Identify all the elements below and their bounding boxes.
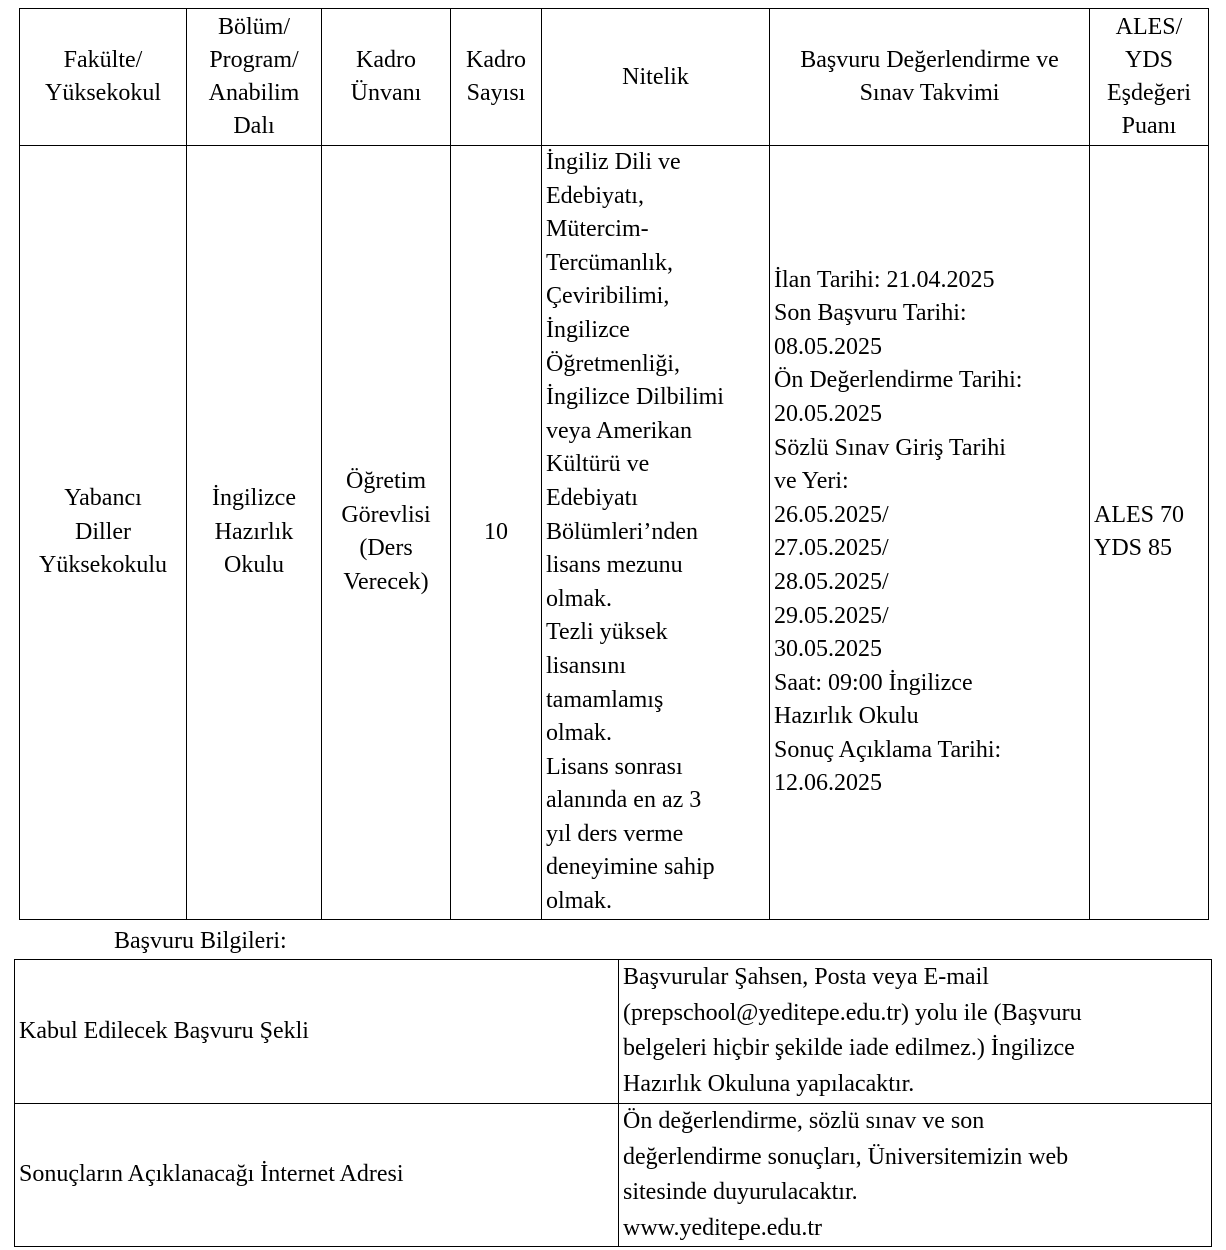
cell-title: Öğretim Görevlisi (Ders Verecek) <box>322 146 451 920</box>
cell-count: 10 <box>451 146 542 920</box>
application-method-label: Kabul Edilecek Başvuru Şekli <box>15 960 619 1104</box>
cell-score: ALES 70 YDS 85 <box>1090 146 1209 920</box>
cell-faculty: Yabancı Diller Yüksekokulu <box>20 146 187 920</box>
header-title: Kadro Ünvanı <box>322 9 451 146</box>
header-qualification: Nitelik <box>542 9 770 146</box>
application-method-value: Başvurular Şahsen, Posta veya E-mail (prepschool@yeditepe.edu.tr) yolu ile (Başvuru belgeleri hiçbir şekilde iade edilmez.) İngilizce Hazırlık Okuluna yapılacaktır. <box>619 960 1212 1104</box>
application-info-table <box>14 959 1212 1247</box>
header-faculty: Fakülte/ Yüksekokul <box>20 9 187 146</box>
table-row <box>15 1104 1212 1247</box>
header-score: ALES/ YDS Eşdeğeri Puanı <box>1090 9 1209 146</box>
table-row <box>15 960 1212 1104</box>
cell-department: İngilizce Hazırlık Okulu <box>187 146 322 920</box>
results-address-label: Sonuçların Açıklanacağı İnternet Adresi <box>15 1104 619 1247</box>
table-header-row <box>20 9 1209 146</box>
header-count: Kadro Sayısı <box>451 9 542 146</box>
application-info-title: Başvuru Bilgileri: <box>114 928 287 954</box>
table-row <box>20 146 1209 920</box>
header-department: Bölüm/ Program/ Anabilim Dalı <box>187 9 322 146</box>
results-address-value: Ön değerlendirme, sözlü sınav ve son değerlendirme sonuçları, Üniversitemizin web sitesinde duyurulacaktır. www.yeditepe.edu.tr <box>619 1104 1212 1247</box>
staff-position-table <box>19 8 1209 920</box>
header-schedule: Başvuru Değerlendirme ve Sınav Takvimi <box>770 9 1090 146</box>
cell-qualification: İngiliz Dili ve Edebiyatı, Mütercim- Tercümanlık, Çeviribilimi, İngilizce Öğretmenliği, İngilizce Dilbilimi veya Amerikan Kültürü ve Edebiyatı Bölümleri’nden lisans mezunu olmak. Tezli yüksek lisansını tamamlamış olmak. Lisans sonrası alanında en az 3 yıl ders verme deneyimine sahip olmak. <box>542 146 770 920</box>
cell-schedule: İlan Tarihi: 21.04.2025 Son Başvuru Tarihi: 08.05.2025 Ön Değerlendirme Tarihi: 20.05.2025 Sözlü Sınav Giriş Tarihi ve Yeri: 26.05.2025/ 27.05.2025/ 28.05.2025/ 29.05.2025/ 30.05.2025 Saat: 09:00 İngilizce Hazırlık Okulu Sonuç Açıklama Tarihi: 12.06.2025 <box>770 146 1090 920</box>
